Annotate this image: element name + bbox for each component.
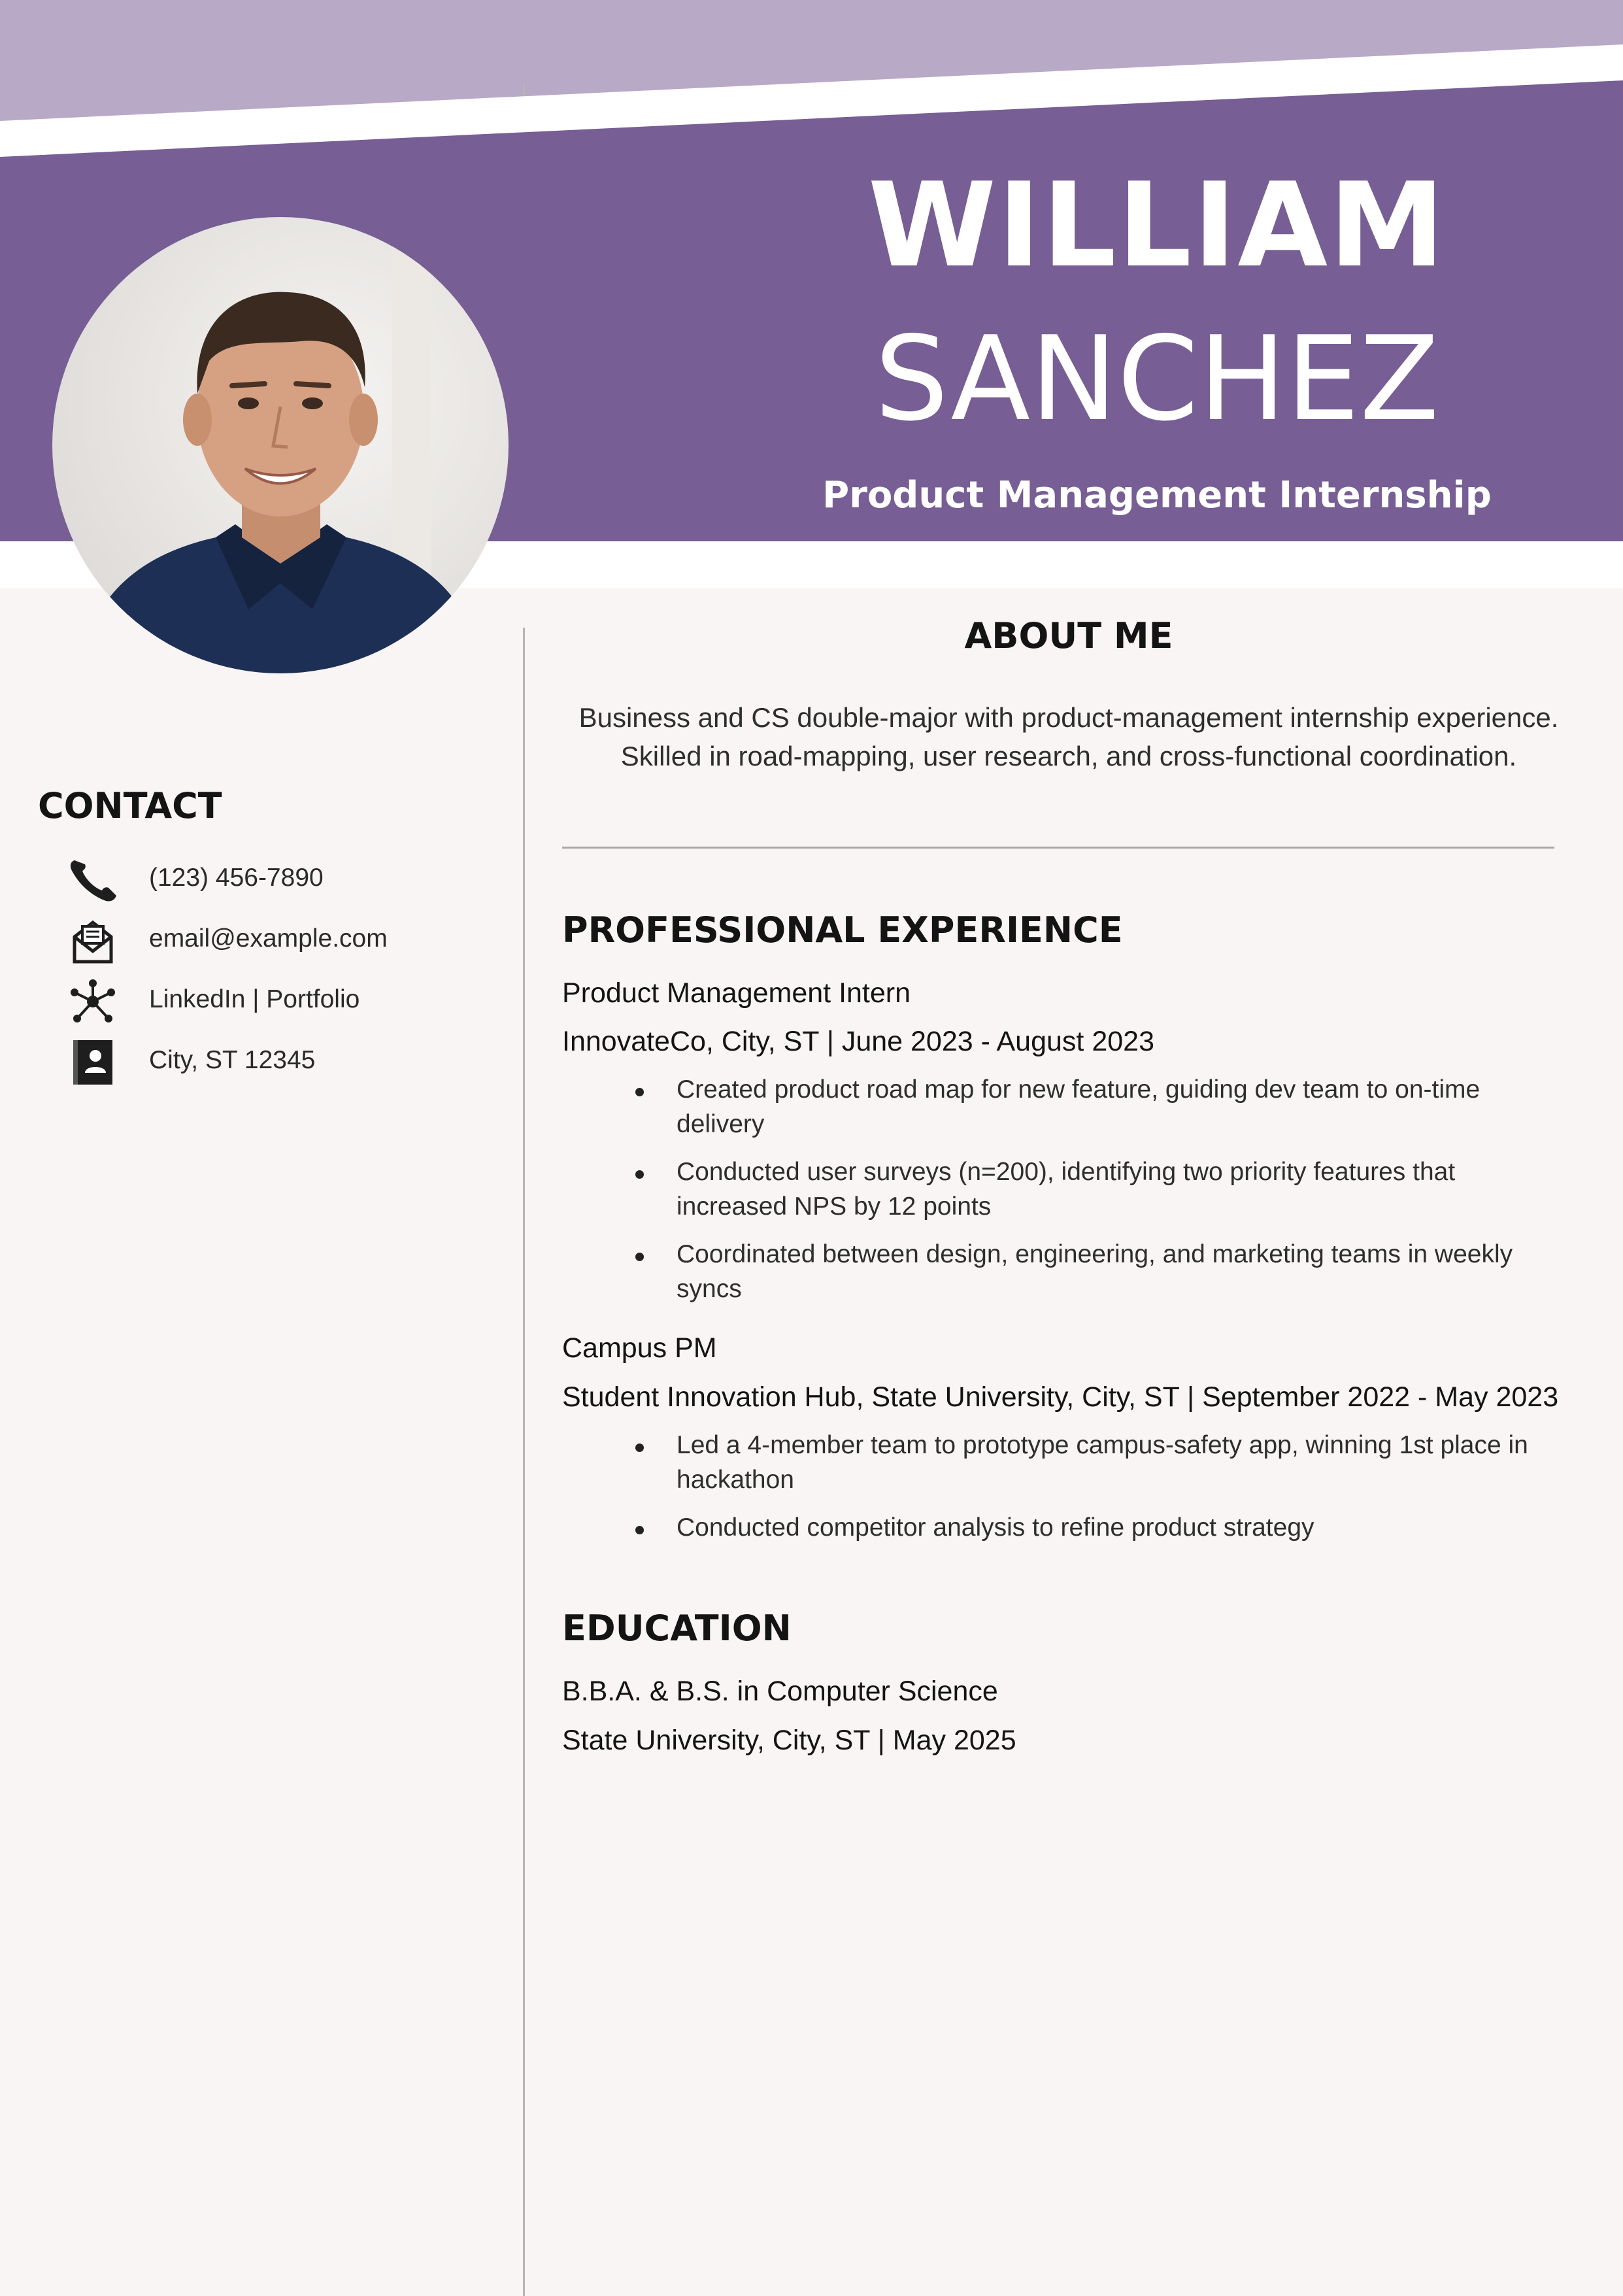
bullet-dot <box>635 1443 644 1452</box>
job-2-org: Student Innovation Hub, State University, City, ST | September 2022 - May 2023 <box>562 1381 1559 1413</box>
experience-heading: PROFESSIONAL EXPERIENCE <box>562 909 1123 951</box>
contact-address-text: City, ST 12345 <box>149 1046 316 1074</box>
section-rule <box>562 847 1554 849</box>
bullet-dot <box>635 1088 644 1096</box>
network-icon <box>65 978 120 1025</box>
job-1-org: InnovateCo, City, ST | June 2023 - August 2023 <box>562 1026 1154 1057</box>
education-degree: B.B.A. & B.S. in Computer Science <box>562 1676 998 1707</box>
contact-email[interactable] <box>65 915 484 967</box>
contact-phone <box>65 854 484 906</box>
top-divider-tick <box>523 84 525 95</box>
first-name: WILLIAM <box>867 158 1447 293</box>
education-heading: EDUCATION <box>562 1608 792 1649</box>
list-item <box>627 1510 1556 1545</box>
contact-email-text[interactable]: email@example.com <box>149 924 388 953</box>
contact-address <box>65 1036 484 1089</box>
list-item <box>627 1155 1556 1224</box>
job-1-bullets <box>627 1072 1556 1319</box>
job-title: Product Management Internship <box>822 474 1492 516</box>
contact-phone-text: (123) 456-7890 <box>149 864 324 892</box>
phone-icon <box>65 856 120 903</box>
bullet-dot <box>635 1253 644 1261</box>
portrait-illustration <box>52 217 509 673</box>
bullet-text: Coordinated between design, engineering, and marketing teams in weekly syncs <box>677 1240 1513 1303</box>
job-1-role: Product Management Intern <box>562 977 911 1009</box>
column-divider <box>523 628 525 2296</box>
email-icon <box>65 917 120 964</box>
list-item <box>627 1072 1556 1141</box>
bullet-dot <box>635 1526 644 1534</box>
bullet-text: Created product road map for new feature, guiding dev team to on-time delivery <box>677 1075 1481 1138</box>
contact-heading: CONTACT <box>38 785 222 826</box>
address-book-icon <box>65 1039 120 1086</box>
bullet-text: Led a 4-member team to prototype campus-safety app, winning 1st place in hackathon <box>677 1431 1528 1494</box>
education-school: State University, City, ST | May 2025 <box>562 1725 1016 1756</box>
contact-links-text[interactable]: LinkedIn | Portfolio <box>149 985 360 1013</box>
bullet-text: Conducted user surveys (n=200), identifying two priority features that increased NPS by 12 points <box>677 1158 1456 1221</box>
job-2-bullets <box>627 1428 1556 1558</box>
bullet-dot <box>635 1170 644 1179</box>
list-item <box>627 1428 1556 1497</box>
list-item <box>627 1237 1556 1306</box>
bullet-text: Conducted competitor analysis to refine product strategy <box>677 1513 1314 1542</box>
contact-links[interactable] <box>65 975 484 1028</box>
about-heading: ABOUT ME <box>964 615 1173 656</box>
about-text: Business and CS double-major with product-management internship experience. Skilled in road-mapping, user research, and cross-functional coordination. <box>578 702 1559 771</box>
job-2-role: Campus PM <box>562 1332 717 1364</box>
last-name: SANCHEZ <box>875 311 1439 447</box>
profile-photo <box>52 217 509 673</box>
